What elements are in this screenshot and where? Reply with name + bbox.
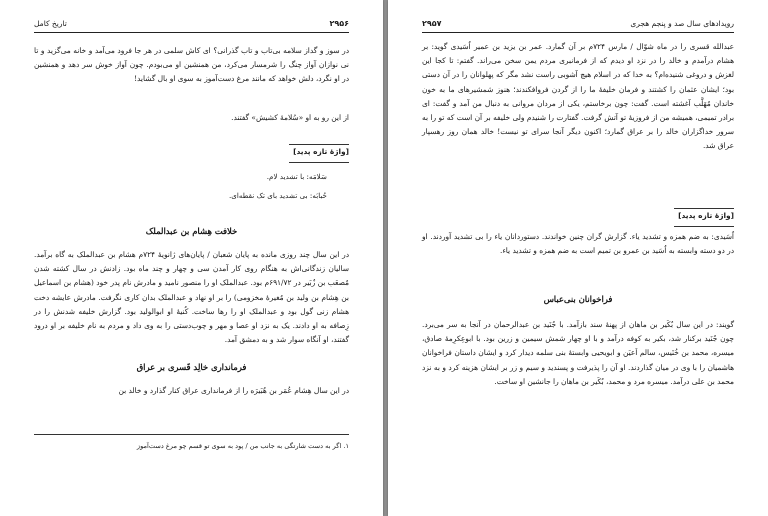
lexicon-rule-top bbox=[674, 208, 734, 209]
left-lexicon-label: [واژهٔ تازه پدید] bbox=[293, 147, 349, 156]
right-para-abbasid-callers: گویند: در این سال بُکَیر بن ماهان از پهنهٔ سند بازآمد. با جُنَید بن عبدالرحمان در آنجا به سر می‌برد. چون جُنَید برکنار شد، بکیر به کوفه درآمد و با او چهار شمش سیمین و زرین بود. با ابوعِکرِمهٔ صادق، میسره، محمد بن خُنَیس، سالم اَعیَن و ابویحیی وابستهٔ بنی سلمه دیدار کرد و ایشان داستان فراخوانان هاشمیان را با وی در میان گذاردند. او آن را پذیرفت و پسندید و سیم و زر بر ایشان هزینه کرد و به نزد محمد بن علی درآمد. میسره مرد و محمد، بُکَیر بن ماهان را جانشین او ساخت. bbox=[422, 320, 734, 386]
right-para-khalid-appointment: عبدالله قسری را در ماه شوّال / مارس ۷۲۴م بر آن گمارد. عمر بن یزید بن عمیر اُسَیدی گوید: بر هشام درآمدم و خالد را در نزد او دیدم که از فرمانبری مردم یمن سخن می‌راند. گفتم: تا کجا این لغزش و دروغی شنیده‌ام؟ به خدا که در اسلام هیچ آشوبی راست نشد مگر که پهلوانان را در آن دستی بود؛ ایشان عثمان را کشتند و فرمان خلیفهٔ ما را از گردن فروافکندند؛ هنوز شمشیرهای ما به خون خاندان مُهَلَّب آغشته است. گفت: چون برخاستم، یکی از مردان مروانی به دنبال من آمد و گفت: ای برادر تمیمی، همیشه من از فروزیهٔ تو آتش گرفت. گفتارت را شنیدم ولی خلیفه بر آن است که تو را به سرور خداگزاران خالد را بر عراق گمارد؛ اکنون دیگر آنجا سرای تو نیست! خالد همان روز رهسپار عراق شد. bbox=[422, 42, 734, 151]
left-para-khalid: در این سال هِشام عُمَر بن هُبَیرَه را از فرمانداری عراق کنار گذارد و خالد بن bbox=[118, 386, 349, 395]
lexicon-rule-top bbox=[289, 144, 349, 145]
right-running-head bbox=[422, 17, 734, 33]
footnote-rule bbox=[34, 434, 349, 435]
left-running-title: تاریخ کامل bbox=[34, 19, 67, 28]
right-lexicon-entry: اُسَیدی: به ضم همزه و تشدید یاء. گزارش گران چنین خواندند. دستوردانان یاء را بی تشدید آوردند. او در دو دسته وابسته به اُسَید بن عمرو بن تمیم است به ضم همزه و تشدید یاء. bbox=[422, 232, 734, 256]
left-section-heading: خلافت هِشام بن عبدالملک bbox=[145, 226, 238, 236]
left-page-number: ۲۹۵۶ bbox=[329, 19, 349, 28]
left-running-head bbox=[34, 17, 349, 33]
left-section-heading: فرمانداری خالِد قَسری بر عراق bbox=[136, 362, 247, 372]
left-lexicon-entry: حُبابَه: بی تشدید بای تک نقطه‌ای. bbox=[229, 191, 327, 200]
left-para-verse-intro: در سوز و گداز سلامه بی‌تاب و تاب گذرانی؟ ای کاش سلمی در هر جا فرود می‌آمد و خانه می‌گزید و تا نی نوازان آواز چنگ را شرمسار می‌کرد، من همنشین او می‌بودم. چون آواز خوش سر دهد و همنشین در او نگرد، دلش خواهد که مانند مرغ دست‌آموز به سوی او بال گشاید! bbox=[34, 46, 349, 84]
left-page bbox=[0, 0, 383, 516]
right-lexicon-label: [واژهٔ تازه پدید] bbox=[678, 211, 734, 220]
lexicon-rule-bottom bbox=[674, 226, 734, 227]
right-section-heading: فراخوانان بنی‌عباس bbox=[543, 294, 613, 304]
right-page-number: ۲۹۵۷ bbox=[422, 19, 442, 28]
right-page bbox=[388, 0, 768, 516]
left-para-hisham: در این سال چند روزی مانده به پایان شعبان / پایان‌های ژانویهٔ ۷۲۴م هشام بن عبدالملک به گاه برآمد. سالیان زندگانی‌اش به هنگام روی کار آمدن سی و چهار و چند ماه بود. زادنش در سال کشته شدن مُصعَب بن زُبَیر در ۶۹۱/۷۲م بود. عبدالملک او را منصور نامید و مادرش نام پدر خود (هشام بن اسماعیل بن هِشام بن ولید بن مُغیرهٔ مخزومی) را بر او نهاد و عبدالملک بدان کاری نگرفت. مادرش عایشه دخت هشام زنی گول بود و عبدالملک او را رها ساخت. کُنیهٔ او ابوالولید بود. گزارش خلیفه شدنش را در زِصافه به او دادند. یک به نزد او عصا و مهر و چوب‌دستی را به وی داد و مردم به نام خلیفه بر او درود گفتند، او آنگاه سوار شد و به دمشق آمد. bbox=[34, 250, 349, 345]
left-para-nickname: از این رو به او «سُلامهٔ کشیش» گفتند. bbox=[231, 113, 349, 122]
right-running-title: رویدادهای سال صد و پنجم هجری bbox=[630, 19, 734, 28]
left-footnote: ۱. اگر به دست شارتگی به جانب من / پود به سوی تو قسم چو مرغ دست‌آموز bbox=[136, 442, 349, 450]
left-lexicon-entry: سَلامَه: با تشدید لام. bbox=[266, 172, 327, 181]
lexicon-rule-bottom bbox=[289, 162, 349, 163]
